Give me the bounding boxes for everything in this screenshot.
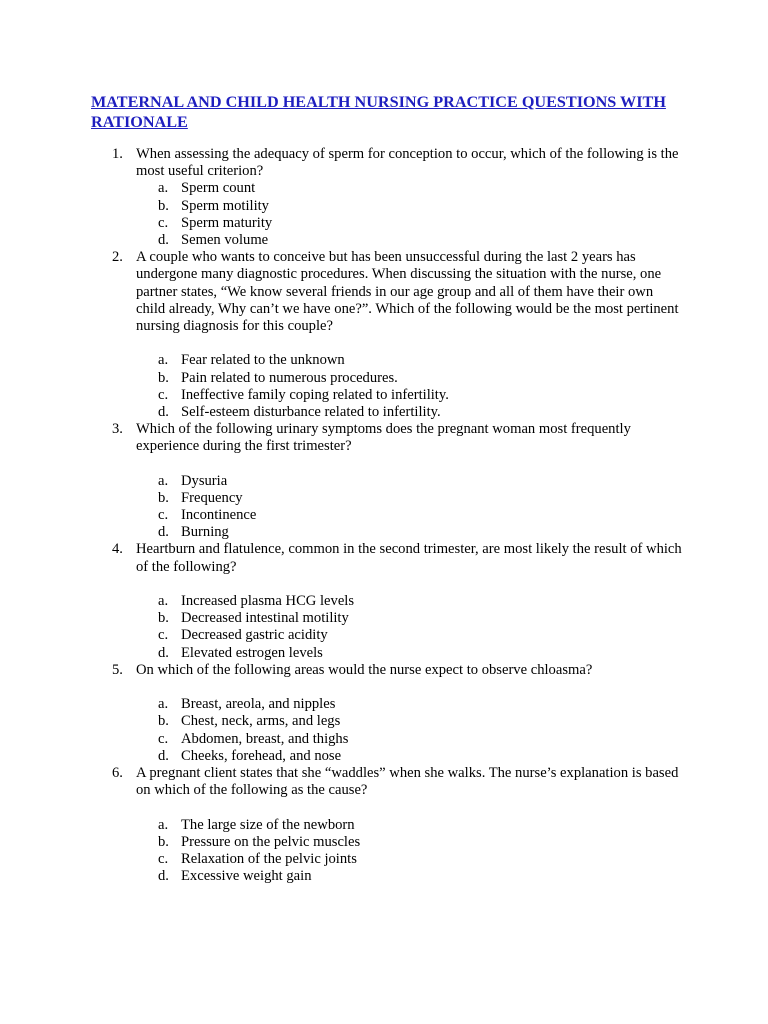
- answer-options: [0, 352, 768, 421]
- option-letter: b.: [158, 610, 169, 627]
- option-text: Fear related to the unknown: [181, 352, 345, 369]
- option-text: Self-esteem disturbance related to infertility.: [181, 403, 441, 420]
- option-text: Ineffective family coping related to infertility.: [181, 386, 449, 403]
- answer-option: [0, 507, 768, 524]
- answer-options: [0, 473, 768, 542]
- answer-option: [0, 610, 768, 627]
- answer-option: [0, 180, 768, 197]
- answer-option: [0, 627, 768, 644]
- answer-option: [0, 387, 768, 404]
- option-letter: d.: [158, 868, 169, 885]
- option-letter: c.: [158, 214, 169, 231]
- option-letter: b.: [158, 713, 169, 730]
- answer-option: [0, 696, 768, 713]
- option-letter: b.: [158, 197, 169, 214]
- option-letter: c.: [158, 730, 169, 747]
- option-text: Pain related to numerous procedures.: [181, 369, 398, 386]
- option-text: Elevated estrogen levels: [181, 644, 323, 661]
- question-text: On which of the following areas would the nurse expect to observe chloasma?: [136, 661, 593, 678]
- answer-option: [0, 748, 768, 765]
- question-text: When assessing the adequacy of sperm for conception to occur, which of the following is the most useful criterion?: [136, 146, 679, 180]
- question-item: [0, 541, 768, 661]
- page-title: MATERNAL AND CHILD HEALTH NURSING PRACTICE QUESTIONS WITH RATIONALE: [91, 93, 666, 131]
- answer-option: [0, 473, 768, 490]
- answer-option: [0, 593, 768, 610]
- answer-options: [0, 593, 768, 662]
- option-letter: c.: [158, 627, 169, 644]
- answer-option: [0, 352, 768, 369]
- answer-option: [0, 645, 768, 662]
- answer-option: [0, 215, 768, 232]
- answer-option: [0, 851, 768, 868]
- option-text: Excessive weight gain: [181, 868, 312, 885]
- option-letter: b.: [158, 489, 169, 506]
- option-text: Abdomen, breast, and thighs: [181, 730, 349, 747]
- question-item: [0, 662, 768, 765]
- question-item: [0, 249, 768, 421]
- option-text: Incontinence: [181, 507, 257, 524]
- option-letter: a.: [158, 180, 169, 197]
- question-number: 4.: [112, 541, 123, 558]
- option-text: Sperm maturity: [181, 214, 273, 231]
- question-item: [0, 421, 768, 541]
- answer-option: [0, 232, 768, 249]
- answer-option: [0, 198, 768, 215]
- option-letter: d.: [158, 644, 169, 661]
- option-text: Chest, neck, arms, and legs: [181, 713, 341, 730]
- question-number: 5.: [112, 661, 123, 678]
- option-text: Frequency: [181, 489, 243, 506]
- question-list: [0, 146, 768, 885]
- question-item: [0, 146, 768, 249]
- option-letter: a.: [158, 472, 169, 489]
- option-text: Dysuria: [181, 472, 228, 489]
- answer-option: [0, 370, 768, 387]
- answer-options: [0, 817, 768, 886]
- answer-option: [0, 524, 768, 541]
- option-letter: b.: [158, 833, 169, 850]
- option-letter: a.: [158, 352, 169, 369]
- answer-options: [0, 696, 768, 765]
- option-letter: c.: [158, 386, 169, 403]
- option-text: Breast, areola, and nipples: [181, 696, 336, 713]
- option-text: Decreased intestinal motility: [181, 610, 349, 627]
- option-text: Increased plasma HCG levels: [181, 593, 355, 610]
- answer-options: [0, 180, 768, 249]
- answer-option: [0, 713, 768, 730]
- question-number: 3.: [112, 421, 123, 438]
- option-letter: a.: [158, 816, 169, 833]
- question-text: Which of the following urinary symptoms does the pregnant woman most frequently experience during the first trimester?: [136, 421, 631, 455]
- option-letter: d.: [158, 524, 169, 541]
- option-text: Sperm count: [181, 180, 256, 197]
- option-text: Decreased gastric acidity: [181, 627, 328, 644]
- option-letter: d.: [158, 231, 169, 248]
- option-text: Pressure on the pelvic muscles: [181, 833, 361, 850]
- option-letter: a.: [158, 593, 169, 610]
- question-number: 1.: [112, 146, 123, 162]
- question-number: 2.: [112, 249, 123, 266]
- question-text: A couple who wants to conceive but has been unsuccessful during the last 2 years has undergone many diagnostic procedures. When discussing the situation with the nurse, one partner states, “We know several friends in our age group and all of them have their own child already, Why can’t we have one?”. Which of the following would be the most pertinent nursing diagnosis for this couple?: [136, 249, 679, 334]
- option-letter: a.: [158, 696, 169, 713]
- option-text: The large size of the newborn: [181, 816, 355, 833]
- question-item: [0, 765, 768, 885]
- answer-option: [0, 817, 768, 834]
- option-text: Semen volume: [181, 231, 269, 248]
- option-text: Cheeks, forehead, and nose: [181, 747, 342, 764]
- option-text: Relaxation of the pelvic joints: [181, 850, 357, 867]
- question-number: 6.: [112, 764, 123, 781]
- answer-option: [0, 834, 768, 851]
- option-letter: c.: [158, 850, 169, 867]
- option-letter: d.: [158, 747, 169, 764]
- option-letter: d.: [158, 403, 169, 420]
- option-letter: c.: [158, 507, 169, 524]
- question-text: A pregnant client states that she “waddles” when she walks. The nurse’s explanation is based on which of the following as the cause?: [136, 764, 679, 799]
- question-text: Heartburn and flatulence, common in the second trimester, are most likely the result of which of the following?: [136, 541, 682, 575]
- option-text: Sperm motility: [181, 197, 269, 214]
- answer-option: [0, 731, 768, 748]
- answer-option: [0, 868, 768, 885]
- option-text: Burning: [181, 524, 229, 541]
- answer-option: [0, 404, 768, 421]
- answer-option: [0, 490, 768, 507]
- option-letter: b.: [158, 369, 169, 386]
